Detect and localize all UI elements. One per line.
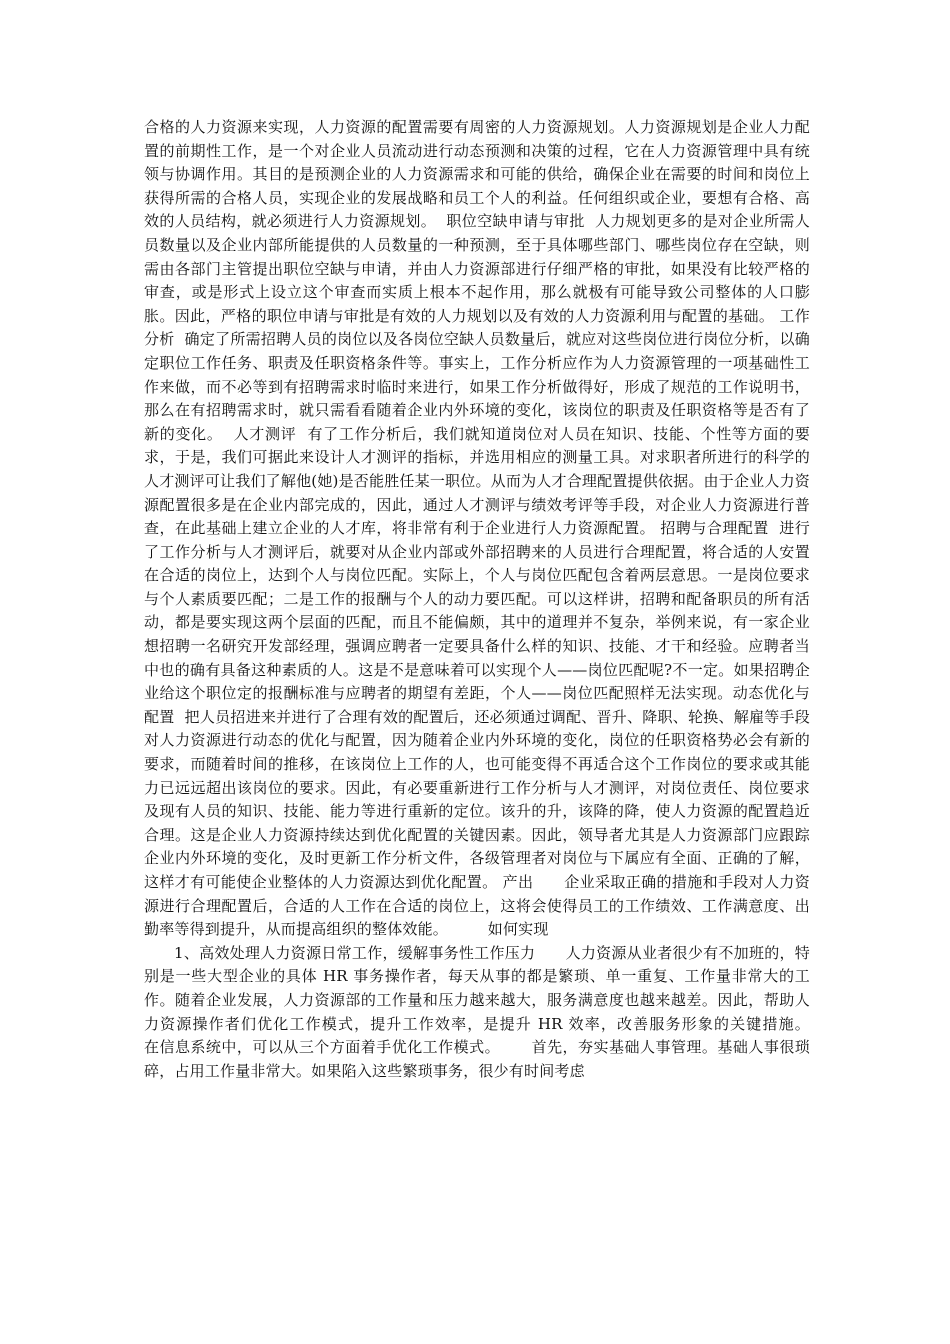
document-page	[144, 116, 840, 1083]
body-paragraph: 合格的人力资源来实现，人力资源的配置需要有周密的人力资源规划。人力资源规划是企业人力配置的前期性工作，是一个对企业人员流动进行动态预测和决策的过程，它在人力资源管理中具有统领与协调作用。其目的是预测企业的人力资源需求和可能的供给，确保企业在需要的时间和岗位上获得所需的合格人员，实现企业的发展战略和员工个人的利益。任何组织或企业，要想有合格、高效的人员结构，就必须进行人力资源规划。 职位空缺申请与审批 人力规划更多的是对企业所需人员数量以及企业内部所能提供的人员数量的一种预测，至于具体哪些部门、哪些岗位存在空缺，则需由各部门主管提出职位空缺与申请，并由人力资源部进行仔细严格的审批，如果没有比较严格的审查，或是形式上设立这个审查而实质上根本不起作用，那么就极有可能导致公司整体的人口膨胀。因此，严格的职位申请与审批是有效的人力规划以及有效的人力资源利用与配置的基础。 工作分析 确定了所需招聘人员的岗位以及各岗位空缺人员数量后，就应对这些岗位进行岗位分析，以确定职位工作任务、职责及任职资格条件等。事实上，工作分析应作为人力资源管理的一项基础性工作来做，而不必等到有招聘需求时临时来进行，如果工作分析做得好，形成了规范的工作说明书，那么在有招聘需求时，就只需看看随着企业内外环境的变化，该岗位的职责及任职资格等是否有了新的变化。 人才测评 有了工作分析后，我们就知道岗位对人员在知识、技能、个性等方面的要求，于是，我们可据此来设计人才测评的指标，并选用相应的测量工具。对求职者所进行的科学的人才测评可让我们了解他(她)是否能胜任某一职位。从而为人才合理配置提供依据。由于企业人力资源配置很多是在企业内部完成的，因此，通过人才测评与绩效考评等手段，对企业人力资源进行普查，在此基础上建立企业的人才库，将非常有利于企业进行人力资源配置。 招聘与合理配置 进行了工作分析与人才测评后，就要对从企业内部或外部招聘来的人员进行合理配置，将合适的人安置在合适的岗位上，达到个人与岗位匹配。实际上，个人与岗位匹配包含着两层意思。一是岗位要求与个人素质要匹配；二是工作的报酬与个人的动力要匹配。可以这样讲，招聘和配备职员的所有活动，都是要实现这两个层面的匹配，而且不能偏颇，其中的道理并不复杂，举例来说，有一家企业想招聘一名研究开发部经理，强调应聘者一定要具备什么样的知识、技能、才干和经验。应聘者当中也的确有具备这种素质的人。这是不是意味着可以实现个人——岗位匹配呢?不一定。如果招聘企业给这个职位定的报酬标准与应聘者的期望有差距，个人——岗位匹配照样无法实现。动态优化与配置 把人员招进来并进行了合理有效的配置后，还必须通过调配、晋升、降职、轮换、解雇等手段对人力资源进行动态的优化与配置，因为随着企业内外环境的变化，岗位的任职资格势必会有新的要求，而随着时间的推移，在该岗位上工作的人，也可能变得不再适合这个工作岗位的要求或其能力已远远超出该岗位的要求。因此，有必要重新进行工作分析与人才测评，对岗位责任、岗位要求及现有人员的知识、技能、能力等进行重新的定位。该升的升，该降的降，使人力资源的配置趋近合理。这是企业人力资源持续达到优化配置的关键因素。因此，领导者尤其是人力资源部门应跟踪企业内外环境的变化，及时更新工作分析文件，各级管理者对岗位与下属应有全面、正确的了解，这样才有可能使企业整体的人力资源达到优化配置。 产出 企业采取正确的措施和手段对人力资源进行合理配置后，合适的人工作在合适的岗位上，这将会使得员工的工作绩效、工作满意度、出勤率等得到提升，从而提高组织的整体效能。 如何实现	[144, 118, 810, 939]
body-paragraph: 1、高效处理人力资源日常工作，缓解事务性工作压力 人力资源从业者很少有不加班的，特别是一些大型企业的具体 HR 事务操作者，每天从事的都是繁琐、单一重复、工作量非常大的工作。随着企业发展，人力资源部的工作量和压力越来越大，服务满意度也越来越差。因此，帮助人力资源操作者们优化工作模式，提升工作效率，是提升 HR 效率，改善服务形象的关键措施。 在信息系统中，可以从三个方面着手优化工作模式。 首先，夯实基础人事管理。基础人事很琐碎，占用工作量非常大。如果陷入这些繁琐事务，很少有时间考虑	[144, 943, 840, 1080]
